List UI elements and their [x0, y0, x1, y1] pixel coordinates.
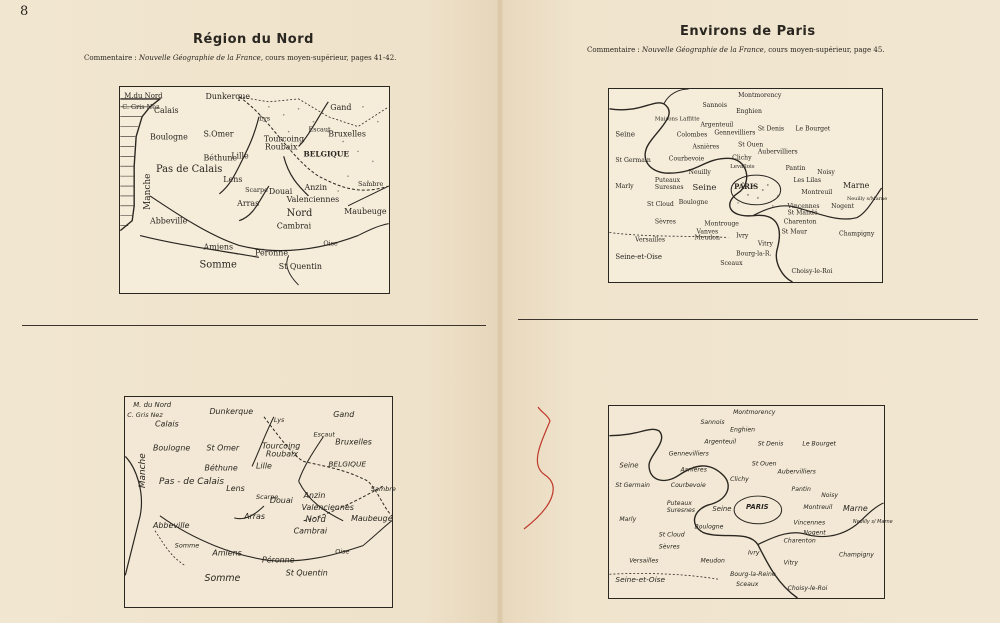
printed-map-nord-label: Nord [286, 207, 313, 219]
printed-map-paris-label: Asnières [692, 143, 720, 151]
printed-map-paris-label: Seine [615, 130, 635, 139]
printed-map-paris-label: Seine-et-Oise [615, 253, 662, 262]
handdrawn-map-nord-label: St Quentin [285, 568, 328, 578]
printed-map-paris-label: Meudon [694, 234, 720, 242]
handdrawn-map-paris-label: Le Bourget [802, 440, 836, 448]
handdrawn-map-nord-label: Scarpe [256, 493, 279, 502]
printed-map-paris-label: Montmorency [738, 91, 782, 99]
handdrawn-map-paris-label: St Ouen [751, 460, 777, 468]
printed-map-nord-label: BELGIQUE [303, 149, 349, 159]
printed-map-paris-label: Maisons Laffitte [654, 116, 700, 123]
handdrawn-map-paris-label: Marne [842, 503, 868, 513]
printed-map-paris-label: Bourg-la-R. [736, 250, 772, 258]
printed-map-nord-label: Béthune [203, 153, 238, 163]
handdrawn-map-paris-label: Puteaux [666, 499, 692, 507]
printed-map-nord-label: Pas de Calais [155, 164, 223, 176]
printed-map-paris-label: Levallois [730, 164, 755, 171]
handdrawn-map-paris-label: Versailles [629, 557, 659, 565]
handdrawn-map-paris-label: PARIS [746, 502, 769, 511]
handdrawn-map-nord-label: Péronne [261, 555, 295, 565]
printed-map-nord-label: Tourcoing [263, 134, 305, 144]
printed-map-paris-label: Argenteuil [700, 121, 734, 129]
printed-map-nord-label: Douai [268, 186, 293, 196]
printed-map-paris-label: Versailles [635, 236, 666, 244]
handdrawn-map-environs-de-paris [608, 405, 893, 599]
printed-map-nord-label: Sambre [357, 180, 384, 189]
handdrawn-map-nord-label: Somme [204, 573, 241, 585]
printed-map-paris-label: Sèvres [654, 218, 676, 226]
printed-map-nord-label: Calais [153, 105, 179, 115]
printed-map-paris-label: Choisy-le-Roi [791, 268, 833, 276]
printed-map-paris-label: Neuilly s/Marne [846, 195, 888, 202]
printed-map-paris-label: Seine [692, 181, 717, 192]
printed-map-paris-label: Puteaux [654, 177, 681, 185]
handdrawn-map-nord-label: Sambre [370, 485, 396, 494]
handdrawn-map-paris-label: St Germain [615, 482, 650, 490]
printed-map-paris-label: St Germain [615, 157, 651, 165]
printed-map-paris-label: Charenton [783, 218, 817, 226]
map-nord-printed [120, 87, 389, 293]
handdrawn-map-nord-label: Calais [154, 419, 179, 429]
book-gutter [497, 0, 503, 623]
handdrawn-map-paris-label: Boulogne [694, 523, 724, 531]
handdrawn-map-paris-label: Vitry [783, 559, 799, 567]
handdrawn-map-paris-label: Suresnes [666, 506, 695, 514]
handdrawn-map-paris-label: Argenteuil [704, 438, 737, 446]
printed-map-region-du-nord [119, 86, 390, 294]
printed-map-nord-label: Lille [231, 151, 249, 161]
handdrawn-map-nord-label: Dunkerque [209, 406, 254, 416]
printed-map-paris-label: PARIS [734, 182, 759, 191]
printed-map-nord-label: Lens [223, 175, 243, 185]
printed-map-paris-label: Courbevoie [668, 155, 705, 163]
handdrawn-map-paris-label: Asnières [680, 466, 707, 474]
printed-map-paris-label: Noisy [817, 169, 835, 177]
map-nord-handdrawn [125, 397, 396, 607]
printed-map-nord-label: Amiens [203, 242, 234, 252]
handdrawn-map-paris-label: Nogent [803, 529, 826, 537]
printed-map-nord-label: Roubaix [264, 142, 298, 152]
printed-map-paris-label: Sannois [702, 101, 727, 109]
right-commentary: Commentaire : Nouvelle Géographie de la France, cours moyen-supérieur, page 45. [587, 46, 885, 54]
handdrawn-map-paris-label: Marly [619, 515, 637, 523]
printed-map-paris-label: Nogent [831, 202, 855, 210]
printed-map-nord-label: Arras [237, 198, 260, 208]
printed-map-nord-label: Valenciennes [286, 194, 340, 204]
printed-map-nord-label: Dunkerque [205, 91, 251, 101]
handdrawn-map-nord-label: Anzin [303, 491, 326, 501]
right-section-divider [518, 319, 978, 320]
handdrawn-map-nord-label: Boulogne [153, 443, 191, 453]
printed-map-paris-label: Marne [842, 180, 870, 190]
handdrawn-map-nord-label: Nord [305, 513, 326, 524]
handdrawn-map-nord-label: Béthune [204, 463, 238, 473]
printed-map-paris-label: Aubervilliers [757, 148, 798, 156]
handdrawn-map-nord-label: C. Gris Nez [127, 410, 163, 419]
handdrawn-map-paris-label: Choisy-le-Roi [787, 585, 828, 593]
page-number: 8 [20, 4, 29, 19]
handdrawn-map-nord-label: Bruxelles [335, 437, 372, 447]
handdrawn-map-paris-label: Meudon [700, 557, 725, 565]
handdrawn-map-nord-label: Arras [244, 511, 266, 521]
printed-map-paris-label: Montrouge [704, 220, 739, 228]
printed-map-nord-label: Lys [258, 114, 271, 123]
red-pencil-mark [520, 405, 570, 535]
printed-map-paris-label: Montreuil [801, 188, 833, 196]
printed-map-paris-label: Le Bourget [795, 125, 831, 133]
printed-map-paris-label: Boulogne [678, 198, 708, 206]
printed-map-paris-label: Vanves [696, 228, 719, 236]
handdrawn-map-paris-label: Champigny [839, 551, 874, 559]
handdrawn-map-nord-label: Douai [269, 495, 293, 505]
printed-map-nord-label: Oise [323, 239, 338, 248]
handdrawn-map-paris-label: Sannois [700, 418, 725, 426]
printed-map-environs-de-paris [608, 88, 888, 283]
printed-map-nord-label: St Quentin [278, 262, 323, 272]
handdrawn-map-nord-label: Somme [174, 541, 200, 550]
handdrawn-map-paris-label: Seine-et-Oise [615, 575, 666, 585]
handdrawn-map-paris-label: Charenton [783, 537, 816, 545]
handdrawn-map-nord-label: Amiens [212, 548, 242, 558]
handdrawn-map-nord-label: Pas - de Calais [158, 477, 224, 488]
handdrawn-map-paris-label: St Denis [757, 440, 784, 448]
handdrawn-map-paris-label: Gennevilliers [668, 450, 709, 458]
handdrawn-map-nord-label: Lens [226, 484, 245, 494]
handdrawn-map-nord-label: Oise [335, 547, 350, 556]
handdrawn-map-paris-label: Sèvres [658, 543, 680, 551]
handdrawn-map-paris-label: Bourg-la-Reine [730, 571, 776, 579]
handdrawn-map-nord-label: Tourcoing [261, 441, 301, 451]
printed-map-nord-label: Bruxelles [328, 129, 366, 139]
printed-map-paris-label: St Cloud [647, 200, 674, 208]
printed-map-paris-label: Marly [615, 182, 634, 190]
handdrawn-map-paris-label: Neuilly s/ Marne [852, 518, 893, 525]
printed-map-paris-label: Les Lilas [793, 177, 822, 185]
printed-map-nord-label: Cambrai [276, 221, 312, 231]
printed-map-paris-label: Vincennes [787, 202, 820, 210]
left-section-divider [22, 325, 486, 326]
right-page-title: Environs de Paris [680, 24, 816, 39]
handdrawn-map-nord-label: Valenciennes [301, 502, 354, 512]
printed-map-paris-label: Neuilly [688, 169, 711, 177]
printed-map-nord-label: Escaut [308, 125, 331, 134]
handdrawn-map-nord-label: Escaut [313, 430, 335, 439]
handdrawn-map-nord-label: Roubaix [265, 449, 299, 459]
handdrawn-map-nord-label: Manche [138, 453, 149, 489]
printed-map-paris-label: Enghien [736, 107, 762, 115]
printed-map-paris-label: Suresnes [654, 183, 684, 191]
printed-map-nord-label: Scarpe [245, 185, 268, 194]
printed-map-nord-label: Gand [330, 102, 352, 112]
printed-map-paris-label: Pantin [785, 165, 806, 173]
handdrawn-map-paris-label: Vincennes [793, 519, 826, 527]
printed-map-nord-label: Maubeuge [344, 206, 387, 216]
handdrawn-map-nord-label: M. du Nord [133, 400, 172, 409]
map-paris-printed [609, 89, 888, 282]
printed-map-nord-label: Anzin [304, 183, 328, 192]
printed-map-nord-label: Manche [143, 173, 154, 210]
printed-map-paris-label: Clichy [732, 154, 752, 162]
handdrawn-map-region-du-nord [124, 396, 396, 608]
handdrawn-map-nord-label: Lys [273, 415, 285, 424]
handdrawn-map-nord-label: BELGIQUE [328, 459, 367, 469]
printed-map-paris-label: St Ouen [738, 141, 764, 149]
map-paris-handdrawn [609, 406, 893, 598]
printed-map-paris-label: St Maur [781, 228, 808, 236]
printed-map-paris-label: St Mandé [787, 209, 818, 217]
printed-map-paris-label: Sceaux [720, 260, 743, 268]
handdrawn-map-paris-label: Courbevoie [670, 482, 706, 490]
handdrawn-map-paris-label: Enghien [730, 426, 756, 434]
handdrawn-map-nord-label: St Omer [206, 443, 240, 453]
printed-map-nord-label: C. Gris Nez [122, 102, 160, 111]
handdrawn-map-paris-label: Noisy [821, 492, 839, 500]
printed-map-paris-label: Gennevilliers [714, 129, 756, 137]
handdrawn-map-paris-label: Montreuil [803, 503, 833, 511]
printed-map-nord-label: S.Omer [203, 129, 234, 139]
printed-map-paris-label: Colombes [676, 131, 708, 139]
printed-map-nord-label: Péronne [254, 248, 289, 258]
handdrawn-map-paris-label: Montmorency [733, 408, 776, 416]
handdrawn-map-paris-label: Pantin [791, 486, 811, 494]
handdrawn-map-paris-label: Aubervilliers [777, 468, 816, 476]
handdrawn-map-nord-label: Gand [333, 409, 355, 419]
handdrawn-map-paris-label: Seine [619, 461, 639, 470]
printed-map-nord-label: Boulogne [150, 132, 188, 142]
handdrawn-map-paris-label: Ivry [747, 549, 760, 557]
handdrawn-map-paris-label: St Cloud [658, 531, 685, 539]
handdrawn-map-paris-label: Seine [712, 504, 732, 513]
left-page-title: Région du Nord [193, 32, 314, 47]
printed-map-paris-label: Champigny [839, 230, 875, 238]
printed-map-paris-label: Vitry [757, 240, 773, 248]
handdrawn-map-paris-label: Sceaux [736, 581, 759, 589]
handdrawn-map-nord-label: Cambrai [293, 526, 328, 536]
printed-map-nord-label: M.du Nord [124, 91, 163, 100]
handdrawn-map-nord-label: Abbeville [153, 520, 190, 530]
printed-map-paris-label: Ivry [736, 232, 749, 240]
handdrawn-map-paris-label: Clichy [730, 476, 749, 484]
left-commentary: Commentaire : Nouvelle Géographie de la France, cours moyen-supérieur, pages 41-42. [84, 54, 397, 62]
printed-map-paris-label: St Denis [757, 125, 785, 133]
handdrawn-map-nord-label: Lille [256, 461, 272, 471]
printed-map-nord-label: Somme [199, 259, 237, 271]
handdrawn-map-nord-label: Maubeuge [351, 513, 393, 523]
printed-map-nord-label: Abbeville [150, 216, 188, 226]
